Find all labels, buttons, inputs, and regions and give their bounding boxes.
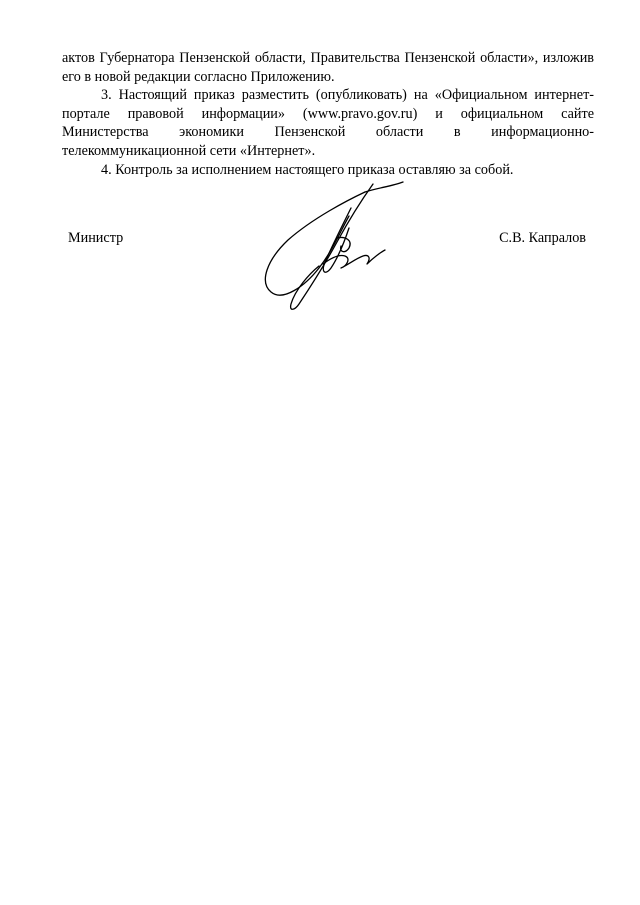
- paragraph-publication-clause: 3. Настоящий приказ разместить (опубликовать) на «Официальном интернет-портале правовой информации» (www.pravo.gov.ru) и официальном сайте Министерства экономики Пензенской области в информационно-телекоммуникационной сети «Интернет».: [62, 87, 594, 159]
- handwritten-signature: [253, 178, 413, 318]
- paragraph-continuation: актов Губернатора Пензенской области, Правительства Пензенской области», изложив его в новой редакции согласно Приложению.: [62, 50, 594, 85]
- document-body: [62, 49, 594, 179]
- paragraph-control-clause: 4. Контроль за исполнением настоящего приказа оставляю за собой.: [101, 161, 514, 178]
- signatory-name: С.В. Капралов: [499, 230, 586, 246]
- signatory-position: Министр: [68, 230, 124, 246]
